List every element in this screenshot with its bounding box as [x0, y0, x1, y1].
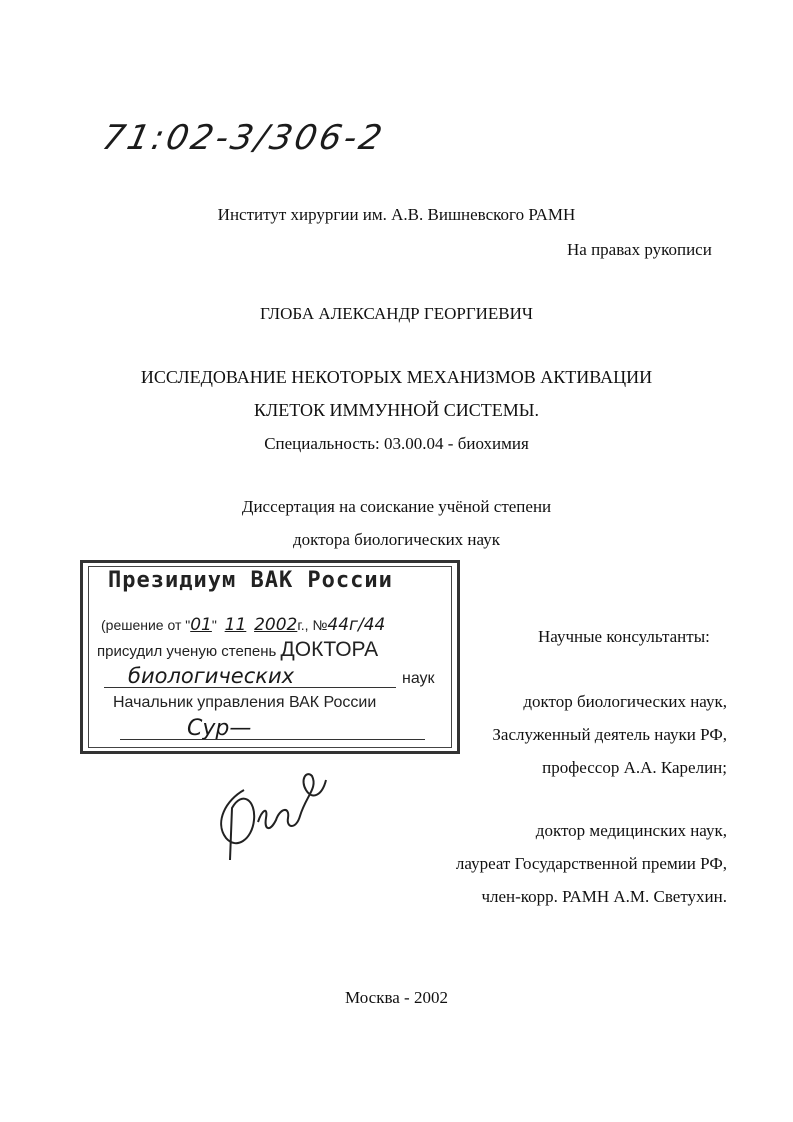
decision-number: 44г/44 [327, 615, 386, 635]
field-suffix: наук [402, 670, 435, 687]
chief-title: Начальник управления ВАК России [113, 694, 377, 711]
consultant2-line2: лауреат Государственной премии РФ, [455, 854, 727, 873]
specialty: Специальность: 03.00.04 - биохимия [264, 434, 529, 453]
consultant1-line3: профессор А.А. Карелин; [542, 758, 727, 777]
institute-name: Институт хирургии им. А.В. Вишневского РАМН [217, 205, 576, 224]
consultant2-line3: член-корр. РАМН А.М. Светухин. [481, 887, 727, 906]
awarded-text: присудил ученую степень [97, 643, 277, 660]
awarded-degree: ДОКТОРА [280, 638, 379, 661]
stamp-header: Президиум ВАК России [108, 568, 393, 593]
degree-line-2: доктора биологических наук [293, 530, 500, 549]
consultants-heading: Научные консультанты: [538, 627, 710, 646]
decision-month: 11 [224, 615, 247, 635]
consultant1-line1: доктор биологических наук, [523, 692, 727, 711]
degree-line-1: Диссертация на соискание учёной степени [241, 497, 552, 516]
author-name: ГЛОБА АЛЕКСАНДР ГЕОРГИЕВИЧ [260, 304, 533, 323]
decision-quote: " [211, 617, 217, 633]
decision-prefix: (решение от " [101, 617, 191, 633]
archive-code: 71:02-3/306-2 [98, 118, 389, 158]
field-handwritten: биологических [128, 664, 295, 688]
decision-year: 2002 [254, 615, 298, 635]
consultant2-line1: доктор медицинских наук, [535, 821, 727, 840]
city-year: Москва - 2002 [345, 988, 448, 1007]
consultant1-line2: Заслуженный деятель науки РФ, [492, 725, 727, 744]
manuscript-rights: На правах рукописи [567, 240, 712, 259]
title-line-2: КЛЕТОК ИММУННОЙ СИСТЕМЫ. [254, 400, 539, 420]
decision-day: 01 [190, 615, 212, 635]
chief-signature: Сур— [187, 716, 252, 741]
title-line-1: ИССЛЕДОВАНИЕ НЕКОТОРЫХ МЕХАНИЗМОВ АКТИВАЦИИ [140, 367, 653, 387]
decision-year-suffix: г., № [297, 617, 328, 633]
